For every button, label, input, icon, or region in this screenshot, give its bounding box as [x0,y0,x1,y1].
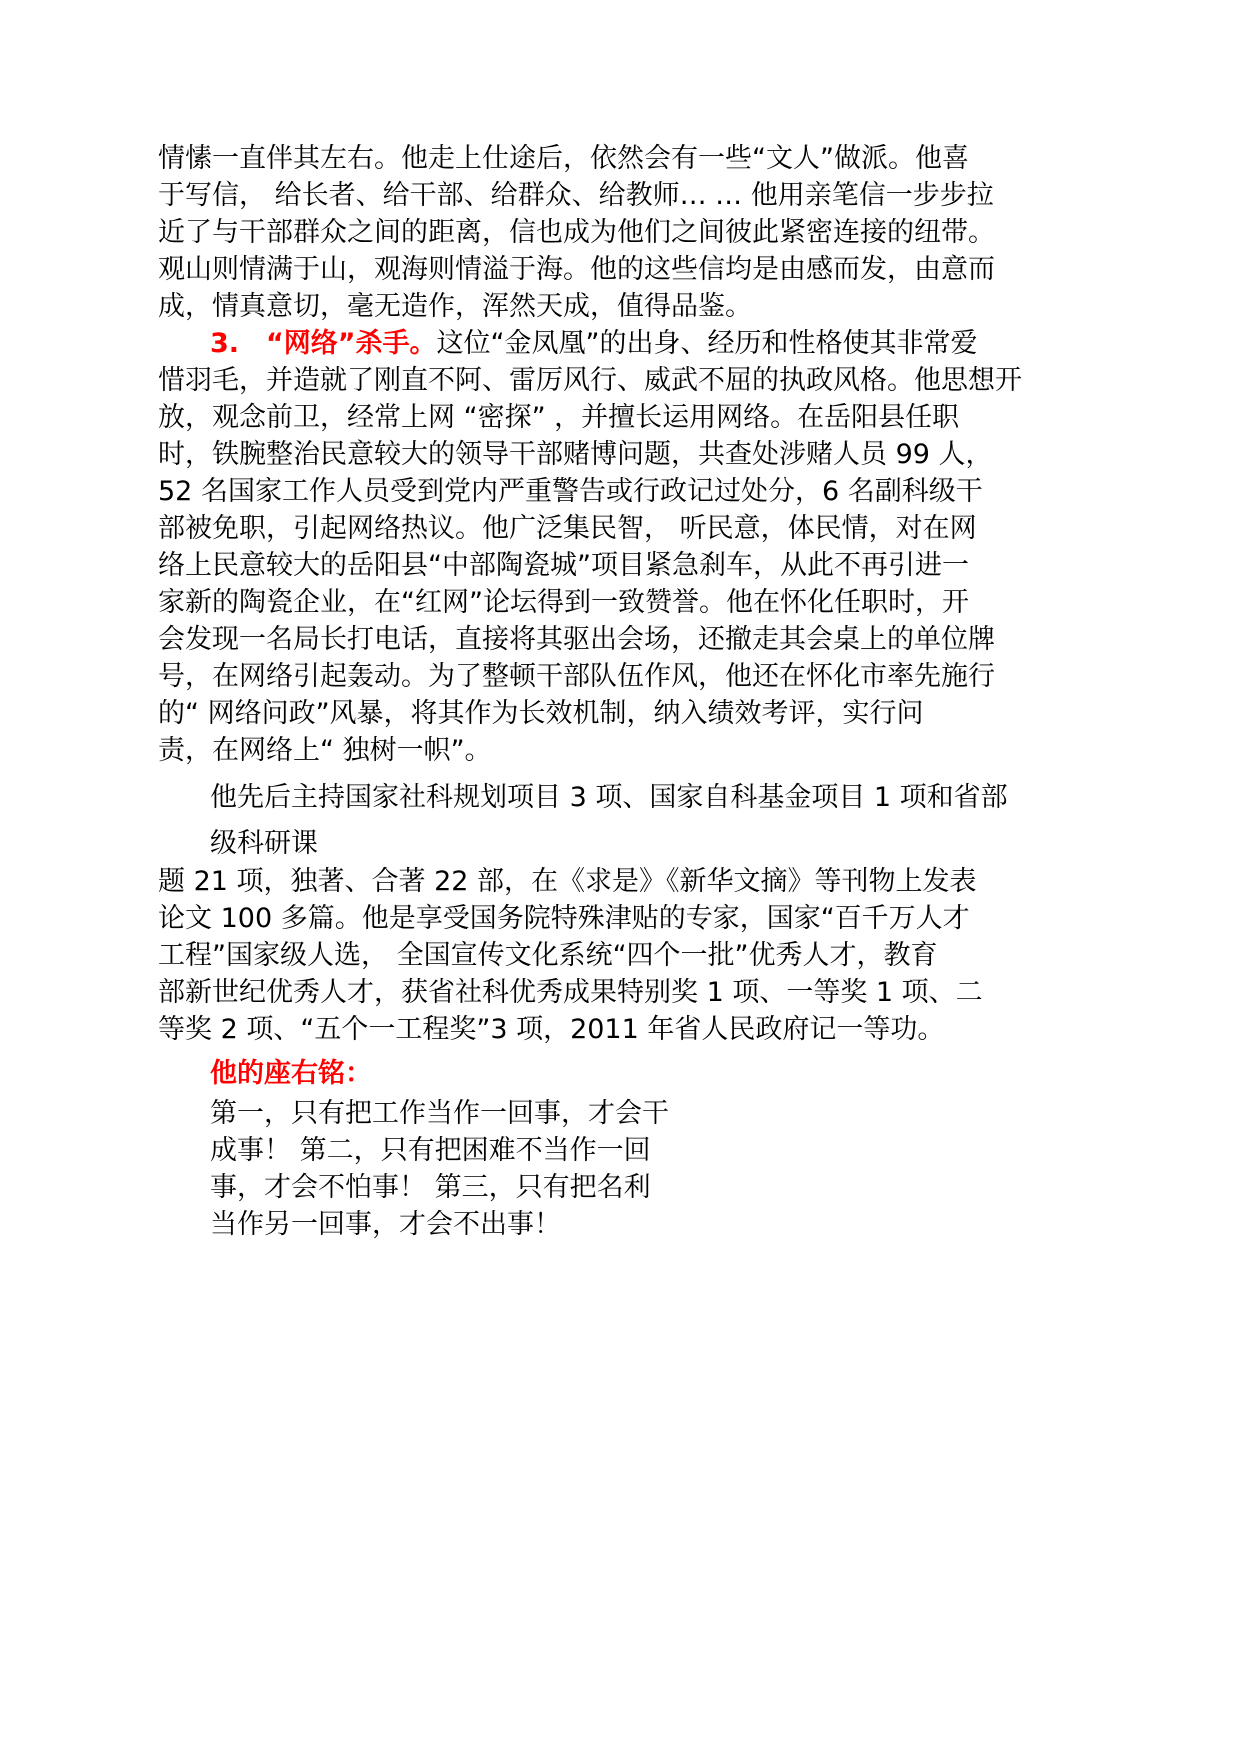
text-line: 题 21 项，独著、合著 22 部，在《求是》《新华文摘》等刊物上发表 [158,866,977,897]
text-line: 放，观念前卫，经常上网 “密探” ，并擅长运用网络。在岳阳县任职 [158,402,960,433]
text-line: 的“ 网络问政”风暴，将其作为长效机制，纳入绩效考评，实行问 [158,698,924,729]
text-line: 责，在网络上“ 独树一帜”。 [158,735,492,766]
text-line: 近了与干部群众之间的距离，信也成为他们之间彼此紧密连接的纽带。 [158,217,995,248]
section-first-line-text: 这位“金凤凰”的出身、经历和性格使其非常爱 [436,328,978,359]
motto-line: 当作另一回事，才会不出事！ [210,1209,561,1240]
text-line: 会发现一名局长打电话，直接将其驱出会场，还撤走其会桌上的单位牌 [158,624,995,655]
text-line: 成，情真意切，毫无造作，浑然天成，值得品鉴。 [158,291,752,322]
text-line: 论文 100 多篇。他是享受国务院特殊津贴的专家，国家“百千万人才 [158,903,970,934]
motto-line: 成事！ 第二，只有把困难不当作一回 [210,1135,651,1166]
text-line: 工程”国家级人选， 全国宣传文化系统“四个一批”优秀人才，教育 [158,940,938,971]
text-line: 时，铁腕整治民意较大的领导干部赌博问题，共查处涉赌人员 99 人， [158,439,993,470]
text-line: 观山则情满于山，观海则情溢于海。他的这些信均是由感而发，由意而 [158,254,995,285]
text-line: 他先后主持国家社科规划项目 3 项、国家自科基金项目 1 项和省部 [210,782,1008,813]
text-line: 级科研课 [210,828,318,859]
motto-line: 事，才会不怕事！ 第三，只有把名利 [210,1172,651,1203]
text-line: 52 名国家工作人员受到党内严重警告或行政记过处分，6 名副科级干 [158,476,983,507]
motto-line: 第一，只有把工作当作一回事，才会干 [210,1098,669,1129]
text-line: 家新的陶瓷企业，在“红网”论坛得到一致赞誉。他在怀化任职时，开 [158,587,969,618]
text-line: 惜羽毛，并造就了刚直不阿、雷厉风行、威武不屈的执政风格。他思想开 [158,365,1022,396]
text-line: 部被免职，引起网络热议。他广泛集民智， 听民意，体民情，对在网 [158,513,977,544]
motto-heading: 他的座右铭： [210,1058,372,1089]
text-line: 号，在网络引起轰动。为了整顿干部队伍作风，他还在怀化市率先施行 [158,661,995,692]
text-line: 等奖 2 项、“五个一工程奖”3 项，2011 年省人民政府记一等功。 [158,1014,945,1045]
section-first-line [210,323,978,365]
text-line: 部新世纪优秀人才，获省社科优秀成果特别奖 1 项、一等奖 1 项、二 [158,977,983,1008]
text-line: 于写信， 给长者、给干部、给群众、给教师… … 他用亲笔信一步步拉 [158,180,994,211]
text-line: 络上民意较大的岳阳县“中部陶瓷城”项目紧急刹车，从此不再引进一 [158,550,969,581]
section-heading: 3. “网络”杀手。 [210,328,437,359]
text-line: 情愫一直伴其左右。他走上仕途后，依然会有一些“文人”做派。他喜 [158,143,969,174]
